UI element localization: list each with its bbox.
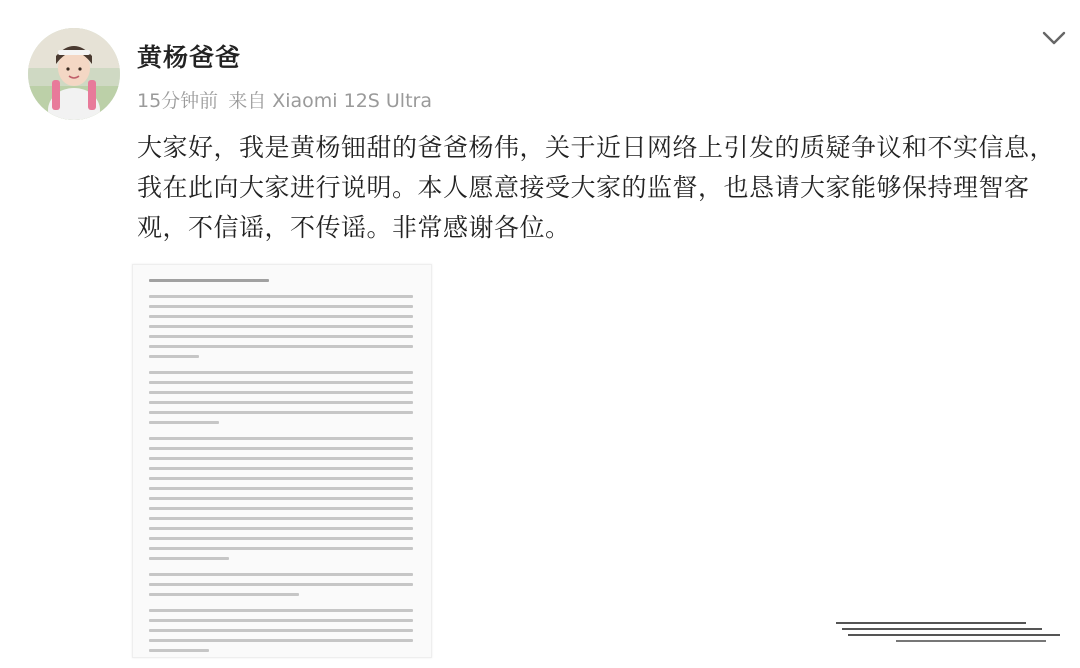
watermark-stripes [836,612,1068,648]
document-text-line [149,583,413,586]
document-text-line [149,355,199,358]
username[interactable]: 黄杨爸爸 [137,43,242,72]
document-text-line [149,325,413,328]
document-text-line [149,371,413,374]
document-text-line [149,609,413,612]
document-text-line [149,305,413,308]
document-text-line [149,573,413,576]
document-text-line [149,457,413,460]
document-text-line [149,527,413,530]
document-text-line [149,345,413,348]
document-text-line [149,401,413,404]
post-time: 15分钟前 [137,90,219,112]
document-text-line [149,629,413,632]
avatar[interactable] [28,28,120,120]
avatar-photo [28,28,120,120]
document-text-line [149,557,229,560]
post-source: 来自 Xiaomi 12S Ultra [228,90,432,112]
document-preview [133,265,431,657]
document-text-line [149,649,209,652]
document-text-line [149,537,413,540]
document-text-line [149,639,413,642]
document-text-line [149,619,413,622]
post-text: 大家好，我是黄杨钿甜的爸爸杨伟，关于近日网络上引发的质疑争议和不实信息， 我在此向大家进行说明。本人愿意接受大家的监督，也恳请大家能够保持理智客 观，不信谣，不传谣。非常感谢各位。 [137,133,1056,242]
document-text-line [149,391,413,394]
document-text-line [149,593,299,596]
document-text-line [149,497,413,500]
document-text-line [149,487,413,490]
document-text-line [149,437,413,440]
document-text-line [149,411,413,414]
document-text-line [149,315,413,318]
chevron-down-icon[interactable] [1040,26,1068,50]
document-text-line [149,467,413,470]
document-text-line [149,477,413,480]
attached-document-image[interactable] [132,264,432,658]
document-text-line [149,295,413,298]
document-text-line [149,507,413,510]
document-text-line [149,547,413,550]
document-text-line [149,335,413,338]
document-text-line [149,381,413,384]
document-text-line [149,517,413,520]
document-text-line [149,279,269,282]
post-meta [137,86,432,113]
document-text-line [149,447,413,450]
document-text-line [149,421,219,424]
